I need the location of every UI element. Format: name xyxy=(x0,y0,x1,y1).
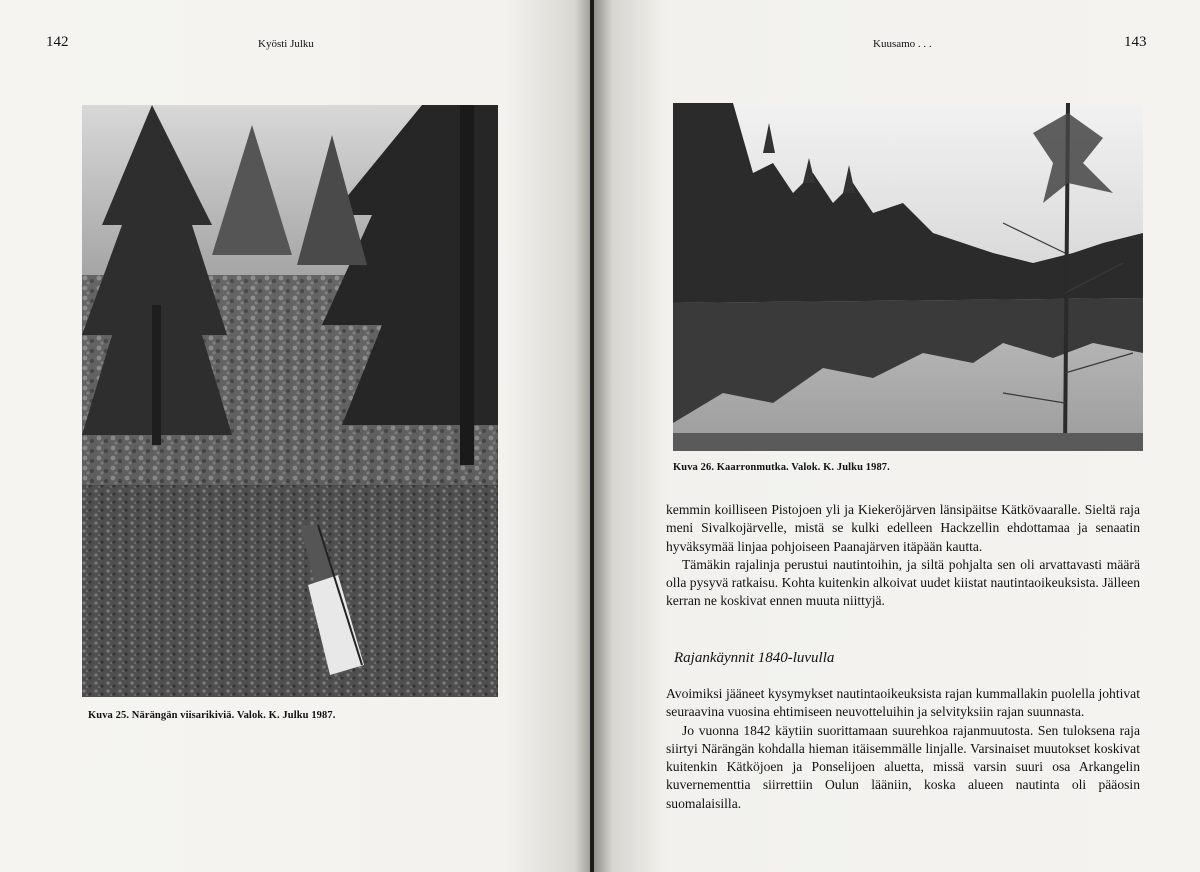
body-text-top xyxy=(666,501,1140,611)
paragraph: Tämäkin rajalinja perustui nautintoihin, ja siltä pohjalta sen oli arvattavasti määrä olla pysyvä ratkaisu. Kohta kuitenkin alkoivat uudet kiistat nautintaoikeuksista. Jälleen kerran ne koskivat ennen muuta niittyjä. xyxy=(666,556,1140,609)
left-page xyxy=(0,0,592,872)
figure-caption-left: Kuva 25. Närängän viisarikiviä. Valok. K. Julku 1987. xyxy=(88,710,336,721)
forest-photo xyxy=(82,105,498,697)
paragraph: Avoimiksi jääneet kysymykset nautintaoikeuksista rajan kummallakin puolella johtivat seuraavina vuosina ehtimiseen neuvotteluihin ja selvityksiin rajan suunnasta. xyxy=(666,686,1140,720)
page-number-left: 142 xyxy=(46,34,69,50)
section-heading: Rajankäynnit 1840-luvulla xyxy=(674,650,835,666)
page-number-right: 143 xyxy=(1124,34,1147,50)
forest-photo-drawing xyxy=(82,105,498,697)
lake-photo-drawing xyxy=(673,103,1143,451)
running-head-left: Kyösti Julku xyxy=(258,38,314,50)
body-text-bottom xyxy=(666,685,1140,813)
running-head-right: Kuusamo . . . xyxy=(873,38,932,50)
lake-photo xyxy=(673,103,1143,451)
right-page xyxy=(594,0,1200,872)
paragraph: kemmin koilliseen Pistojoen yli ja Kiekeröjärven länsipäitse Kätkövaaralle. Sieltä raja meni Sivalkojärvelle, mistä se kulki edelleen Hackzellin ehdottamaa ja senaatin hyväksymää linjaa pohjoiseen Paanajärven itäpään kautta. xyxy=(666,502,1140,554)
figure-caption-right: Kuva 26. Kaarronmutka. Valok. K. Julku 1987. xyxy=(673,462,890,473)
paragraph: Jo vuonna 1842 käytiin suorittamaan suurehkoa rajanmuutosta. Sen tuloksena raja siirtyi Närängän kohdalla hieman itäisemmälle linjalle. Varsinaiset muutokset koskivat kuitenkin Kätköjoen ja Ponselijoen aluetta, missä varsin suuri osa Arkangelin kuvernementtia siirrettiin Oulun lääniin, koska alueen nautinta oli pääosin suomalaisilla. xyxy=(666,722,1140,811)
